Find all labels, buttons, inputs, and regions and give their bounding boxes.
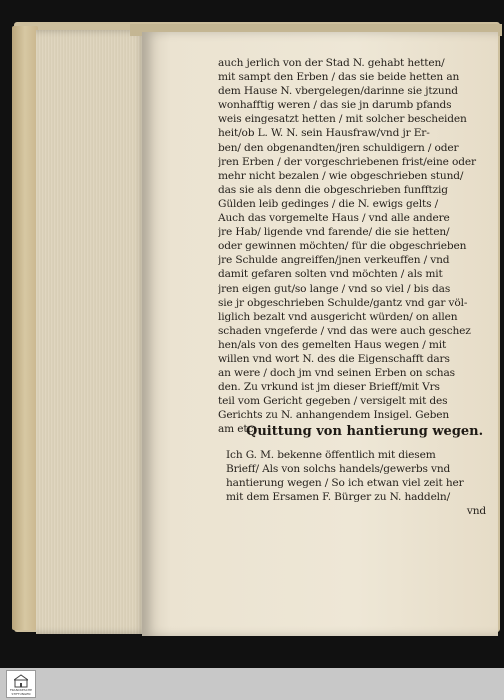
text-line: am etc. [218,423,257,436]
text-line: wonhafftig weren / das sie jn darumb pfands [218,99,452,112]
text-line: den. Zu vrkund ist jm dieser Brieff/mit Vrs [218,381,440,394]
section-heading: Quittung von hantierung wegen. [246,424,484,439]
text-line: an were / doch jm vnd seinen Erben on schas [218,367,455,380]
text-line: heit/ob L. W. N. sein Hausfraw/vnd jr Er- [218,127,430,140]
institution-logo[interactable] [6,670,36,698]
text-line: auch jerlich von der Stad N. gehabt hetten/ [218,57,445,69]
text-line: oder gewinnen möchten/ für die obgeschrieben [218,240,467,253]
text-line: mit dem Ersamen F. Bürger zu N. haddeln/ [226,491,451,504]
text-line: Ich G. M. bekenne öffentlich mit diesem [226,449,436,461]
text-line: teil vom Gericht gegeben / versigelt mit des [218,395,448,408]
body-text [218,56,492,437]
text-line: Gerichts zu N. anhangendem Insigel. Geben [218,409,449,422]
text-line: willen vnd wort N. des die Eigenschafft dars [218,352,450,365]
logo-text: FRANCKESCHE STIFTUNGEN [9,688,33,696]
text-line: ben/ den obgenandten/jren schuldigern / oder [218,141,459,154]
text-line: jre Schulde angreiffen/jnen verkeuffen / vnd [218,254,450,267]
text-line: mehr nicht bezalen / wie obgeschrieben stund/ [218,169,464,182]
text-line: schaden vngeferde / vnd das were auch geschez [218,324,471,337]
text-line: hantierung wegen / So ich etwan viel zeit her [226,477,464,490]
text-line: weis eingesatzt hetten / mit solcher bescheiden [218,113,467,126]
viewer-footer-bar [0,668,504,700]
catchword: vnd [466,505,486,518]
text-line: jren eigen gut/so lange / vnd so viel / bis das [218,282,451,295]
text-line: jre Hab/ ligende vnd farende/ die sie hetten/ [218,226,450,239]
logo-icon [14,674,28,688]
section-text [226,448,496,518]
text-line: Gülden leib gedinges / die N. ewigs gelts / [218,197,439,210]
page-stack [36,30,148,634]
text-line: damit gefaren solten vnd möchten / als mit [218,268,443,281]
text-line: sie jr obgeschrieben Schulde/gantz vnd gar völ- [218,296,468,309]
text-line: liglich bezalt vnd ausgericht würden/ on allen [218,310,458,323]
text-line: das sie als denn die obgeschrieben funfftzig [218,183,448,196]
text-line: mit sampt den Erben / das sie beide hetten an [218,71,460,84]
text-line: dem Hause N. vbergelegen/darinne sie jtzund [218,85,458,98]
text-line: hen/als von des gemelten Haus wegen / mit [218,338,447,351]
text-line: Auch das vorgemelte Haus / vnd alle andere [218,212,450,225]
text-line: jren Erben / der vorgeschriebenen frist/eine oder [218,155,476,168]
book-cover-edge [12,26,38,630]
text-line: Brieff/ Als von solchs handels/gewerbs vnd [226,463,451,476]
